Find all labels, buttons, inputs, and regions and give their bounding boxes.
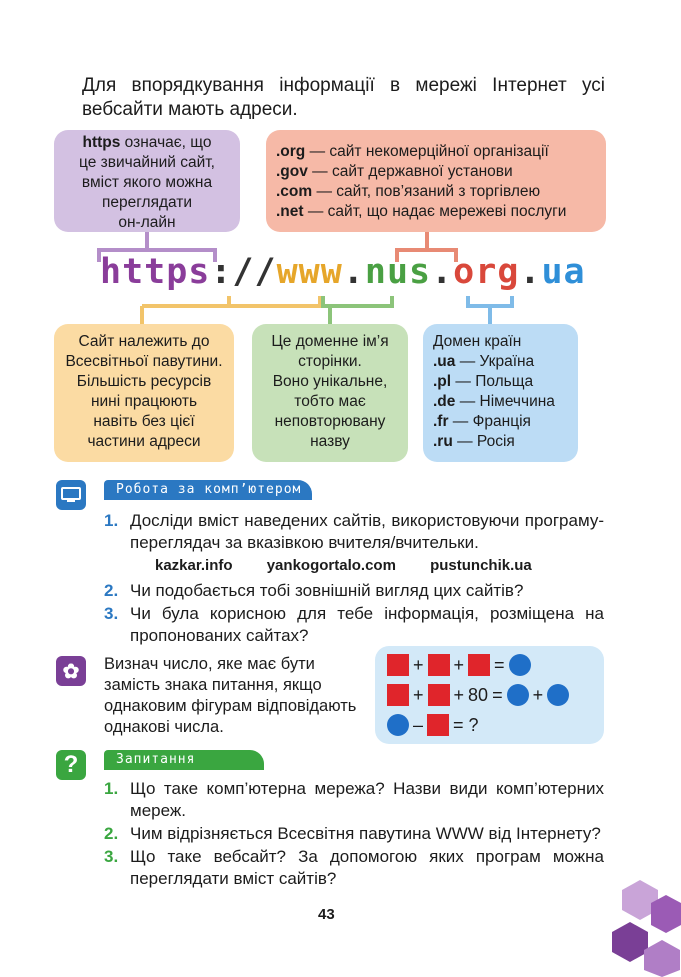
square-shape bbox=[428, 684, 450, 706]
https-line: он-лайн bbox=[118, 214, 176, 231]
country-code: .pl bbox=[433, 373, 452, 390]
https-line: це звичайний сайт, bbox=[79, 154, 215, 171]
country-name: — Франція bbox=[448, 413, 531, 430]
country-name: — Німеччина bbox=[455, 393, 555, 410]
item-text: Чим відрізняється Всесвітня павутина WWW від Інтернету? bbox=[130, 824, 601, 843]
url-dot: . bbox=[431, 252, 454, 292]
item-number: 1. bbox=[104, 779, 119, 798]
computer-section-title: Робота за комп’ютером bbox=[104, 480, 312, 500]
item-text: Чи була корисною для тебе інформація, розміщена на пропонованих сайтах? bbox=[130, 604, 604, 645]
country-code: .fr bbox=[433, 413, 449, 430]
item-number: 2. bbox=[104, 581, 119, 600]
page-number: 43 bbox=[318, 906, 335, 923]
item-text: Чи подобається тобі зовнішній вигляд цих сайтів? bbox=[130, 581, 524, 600]
circle-shape bbox=[547, 684, 569, 706]
tld-text: — сайт державної установи bbox=[307, 163, 513, 180]
plus-sign: + bbox=[413, 654, 424, 675]
questions-section-title: Запитання bbox=[104, 750, 264, 770]
site-list bbox=[155, 557, 562, 574]
site-link[interactable]: kazkar.info bbox=[155, 557, 233, 574]
plus-sign: + bbox=[453, 684, 465, 705]
square-shape bbox=[387, 684, 409, 706]
tld-text: — сайт, що надає мережеві послуги bbox=[303, 203, 567, 220]
url-country: ua bbox=[541, 252, 586, 292]
url-domain: nus bbox=[364, 252, 432, 292]
url-www: www bbox=[276, 252, 343, 292]
minus-sign: – bbox=[413, 714, 424, 735]
url-protocol: https bbox=[100, 252, 211, 292]
domain-line: тобто має bbox=[294, 393, 366, 410]
item-number: 3. bbox=[104, 604, 119, 623]
domain-line: неповторювану bbox=[274, 413, 386, 430]
country-code: .de bbox=[433, 393, 456, 410]
https-term: https bbox=[82, 134, 121, 151]
equation-row bbox=[383, 684, 573, 706]
hexagon-decoration bbox=[600, 870, 681, 977]
country-code: .ru bbox=[433, 433, 453, 450]
plus-sign: + bbox=[532, 684, 544, 705]
domain-bubble bbox=[252, 324, 408, 462]
circle-shape bbox=[507, 684, 529, 706]
country-bubble bbox=[423, 324, 578, 462]
url-tld: org bbox=[453, 252, 520, 292]
https-text: означає, що bbox=[120, 134, 212, 151]
equation-box bbox=[375, 646, 604, 744]
list-item bbox=[104, 580, 604, 602]
domain-line: назву bbox=[310, 433, 350, 450]
country-name: — Польща bbox=[451, 373, 534, 390]
equals-sign: = bbox=[494, 654, 505, 675]
domain-line: Воно унікальне, bbox=[272, 373, 388, 390]
url-separator: :// bbox=[210, 252, 277, 292]
www-line: Сайт належить до bbox=[78, 333, 210, 350]
item-number: 3. bbox=[104, 847, 119, 866]
item-text: Що таке комп’ютерна мережа? Назви види комп’ютерних мереж. bbox=[130, 779, 604, 820]
item-text: Що таке вебсайт? За допомогою яких програм можна переглядати вміст сайтів? bbox=[130, 847, 604, 888]
tld-code: .net bbox=[276, 203, 304, 220]
square-shape bbox=[387, 654, 409, 676]
list-item bbox=[104, 510, 604, 554]
example-url bbox=[100, 252, 586, 292]
tld-code: .org bbox=[276, 143, 306, 160]
puzzle-icon: ✿ bbox=[56, 656, 86, 686]
equation-row bbox=[383, 714, 479, 736]
number-80: 80 bbox=[468, 684, 489, 705]
square-shape bbox=[468, 654, 490, 676]
country-code: .ua bbox=[433, 353, 456, 370]
circle-shape bbox=[387, 714, 409, 736]
equals-sign: = bbox=[492, 684, 503, 705]
question-icon: ? bbox=[56, 750, 86, 780]
www-line: Більшість ресурсів bbox=[76, 373, 212, 390]
www-line: нині працюють bbox=[90, 393, 198, 410]
country-line bbox=[433, 392, 578, 412]
country-line bbox=[433, 352, 578, 372]
www-line: частини адреси bbox=[87, 433, 201, 450]
item-number: 2. bbox=[104, 824, 119, 843]
www-line: Всесвітньої павутини. bbox=[65, 353, 223, 370]
country-line bbox=[433, 372, 578, 392]
www-line: навіть без цієї bbox=[93, 413, 195, 430]
item-number: 1. bbox=[104, 511, 119, 530]
country-name: — Україна bbox=[455, 353, 535, 370]
country-line bbox=[433, 432, 578, 452]
tld-text: — сайт некомерційної організації bbox=[305, 143, 549, 160]
url-dot: . bbox=[519, 252, 542, 292]
puzzle-text: Визнач число, яке має бути замість знака питання, якщо однаковим фігурам відповідають однакові числа. bbox=[104, 655, 357, 736]
intro-paragraph: Для впорядкування інформації в мережі Інтернет усі вебсайти мають адреси. bbox=[82, 75, 605, 120]
circle-shape bbox=[509, 654, 531, 676]
computer-task-list bbox=[104, 510, 604, 648]
list-item bbox=[104, 823, 604, 845]
site-link[interactable]: pustunchik.ua bbox=[430, 557, 532, 574]
item-text: Досліди вміст наведених сайтів, використовуючи програму-переглядач за вказівкою вчителя/вчительки. bbox=[130, 511, 604, 552]
question-mark: = ? bbox=[453, 714, 479, 735]
plus-sign: + bbox=[453, 654, 465, 675]
tld-text: — сайт, пов’язаний з торгівлею bbox=[312, 183, 541, 200]
list-item bbox=[104, 846, 604, 890]
tld-code: .com bbox=[276, 183, 313, 200]
square-shape bbox=[427, 714, 449, 736]
equation-row bbox=[383, 654, 535, 676]
plus-sign: + bbox=[413, 684, 424, 705]
tld-code: .gov bbox=[276, 163, 308, 180]
country-name: — Росія bbox=[452, 433, 515, 450]
country-line bbox=[433, 412, 578, 432]
country-title: Домен країн bbox=[433, 333, 522, 350]
questions-list bbox=[104, 778, 604, 891]
url-dot: . bbox=[342, 252, 365, 292]
square-shape bbox=[428, 654, 450, 676]
www-bubble bbox=[54, 324, 234, 462]
computer-icon bbox=[56, 480, 86, 510]
site-link[interactable]: yankogortalo.com bbox=[266, 557, 396, 574]
list-item bbox=[104, 603, 604, 647]
list-item bbox=[104, 778, 604, 822]
https-line: переглядати bbox=[101, 194, 193, 211]
domain-line: Це доменне ім’я bbox=[271, 333, 389, 350]
https-line: вміст якого можна bbox=[81, 174, 213, 191]
domain-line: сторінки. bbox=[298, 353, 362, 370]
